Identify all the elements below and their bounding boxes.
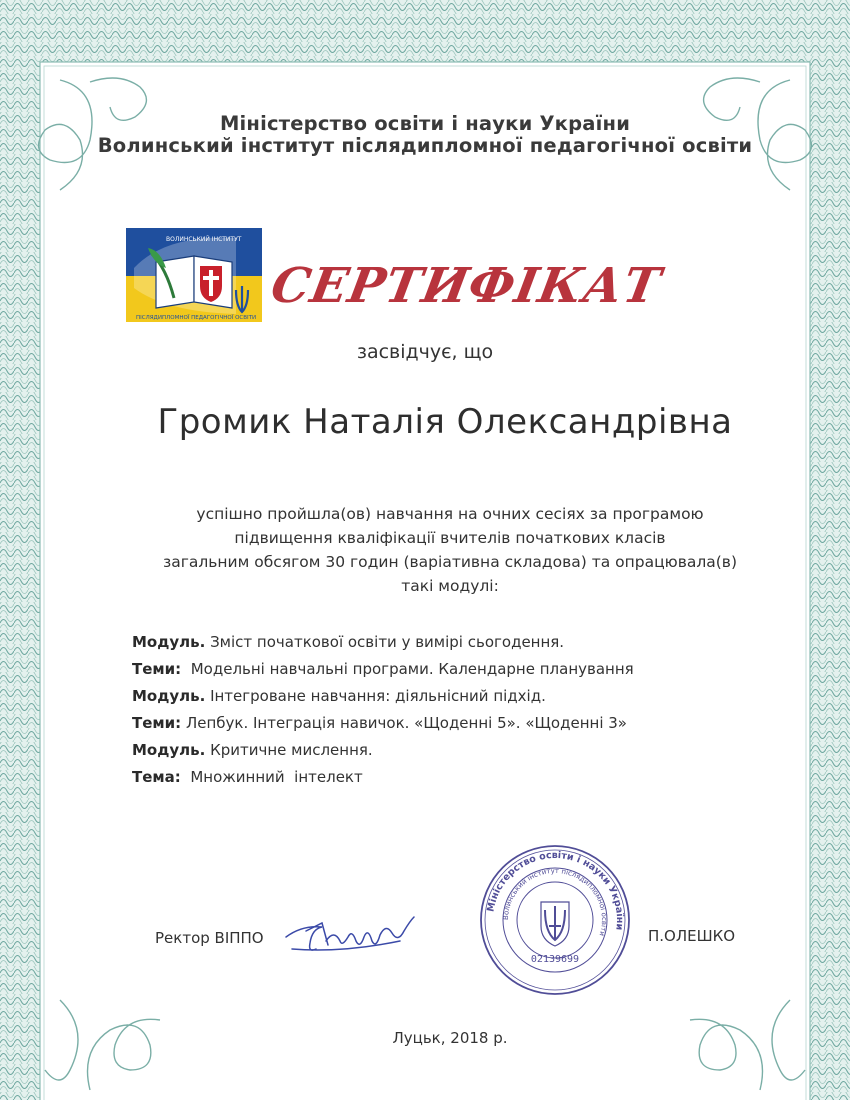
certificate-title: СЕРТИФІКАТ: [267, 258, 666, 314]
seal-inner-text: Волинський інститут післядипломної освіти: [501, 866, 609, 937]
body-line-3: загальним обсягом 30 годин (варіативна складова) та опрацювала(в): [162, 553, 737, 571]
topic-text: Множинний інтелект: [180, 768, 363, 786]
seal-code: 02139699: [530, 954, 580, 965]
institute-heading: Волинський інститут післядипломної педагогічної освіти: [97, 134, 753, 157]
module-label: Модуль.: [132, 633, 206, 651]
module-line-2: [132, 687, 546, 705]
module-text: Критичне мислення.: [205, 741, 373, 759]
official-seal: [475, 840, 635, 1000]
topics-text: Лепбук. Інтеграція навичок. «Щоденні 5». «Щоденні 3»: [181, 714, 627, 732]
topics-line-1: [132, 660, 634, 678]
logo-text: ВОЛИНСЬКИЙ ІНСТИТУТ: [166, 236, 242, 243]
recipient-name: Громик Наталія Олександрівна: [157, 402, 733, 442]
module-line-3: [132, 741, 373, 759]
body-line-2: підвищення кваліфікації вчителів початкових класів: [234, 529, 666, 547]
module-text: Інтегроване навчання: діяльнісний підхід.: [205, 687, 546, 705]
rector-name: П.ОЛЕШКО: [648, 927, 736, 945]
topics-label: Теми:: [132, 660, 182, 678]
ministry-heading: Міністерство освіти і науки України: [219, 112, 631, 135]
topic-label: Тема:: [132, 768, 181, 786]
rector-label: Ректор ВІППО: [155, 929, 264, 947]
body-line-4: такі модулі:: [401, 577, 499, 595]
certifies-text: засвідчує, що: [356, 341, 494, 363]
topics-text: Модельні навчальні програми. Календарне планування: [181, 660, 634, 678]
topics-label: Теми:: [132, 714, 182, 732]
module-text: Зміст початкової освіти у вимірі сьогодення.: [205, 633, 565, 651]
topics-line-2: [132, 714, 627, 732]
place-date: Луцьк, 2018 р.: [392, 1029, 508, 1047]
module-line-1: [132, 633, 564, 651]
topic-line: [132, 768, 363, 786]
module-label: Модуль.: [132, 741, 206, 759]
institute-logo: [126, 228, 262, 322]
body-line-1: успішно пройшла(ов) навчання на очних сесіях за програмою: [196, 505, 704, 523]
seal-ring-text: Міністерство освіти і науки України: [485, 849, 626, 931]
logo-subtext: ПІСЛЯДИПЛОМНОЇ ПЕДАГОГІЧНОЇ ОСВІТИ: [136, 315, 257, 321]
module-label: Модуль.: [132, 687, 206, 705]
rector-signature: [282, 903, 422, 963]
